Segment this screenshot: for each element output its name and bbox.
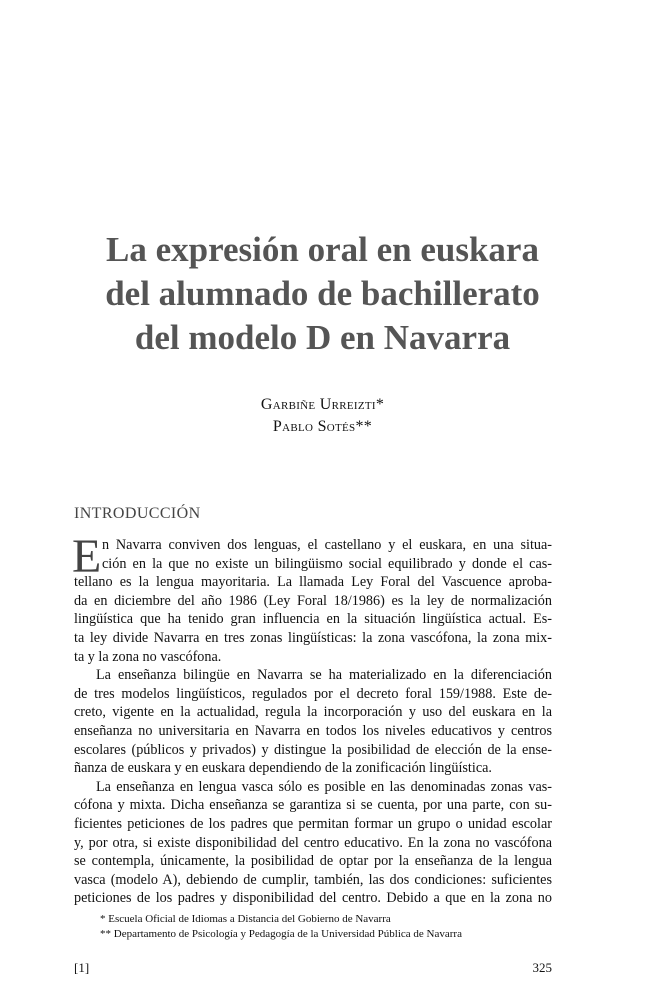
- text-line: de tres modelos lingüísticos, regulados por el decreto foral 159/1988. Este de-: [74, 685, 552, 702]
- text-line: ta y la zona no vascófona.: [74, 648, 222, 665]
- title-line: La expresión oral en euskara: [106, 230, 539, 269]
- text-line: se contempla, únicamente, la posibilidad de optar por la enseñanza de la lengua: [74, 853, 552, 870]
- footnotes: [100, 912, 462, 942]
- text-line: La enseñanza en lengua vasca sólo es posible en las denominadas zonas vas-: [96, 778, 552, 795]
- folio-marker: [1]: [74, 960, 90, 975]
- text-line: n Navarra conviven dos lenguas, el castellano y el euskara, en una situa-: [102, 537, 552, 553]
- text-line: escolares (públicos y privados) y distingue la posibilidad de elección de la ense-: [74, 741, 552, 758]
- text-line: creto, vigente en la actualidad, regula la incorporación y uso del euskara en la: [74, 704, 552, 721]
- section-heading: INTRODUCCIÓN: [74, 505, 201, 522]
- text-line: peticiones de los padres y disponibilidad del centro. Debido a que en la zona no: [74, 890, 552, 907]
- text-line: cófona y mixta. Dicha enseñanza se garantiza si se cuenta, por una parte, con su-: [74, 797, 552, 814]
- text-line: ñanza de euskara y en euskara dependiendo de la zonificación lingüística.: [74, 760, 492, 777]
- text-line: ta ley divide Navarra en tres zonas lingüísticas: la zona vascófona, la zona mix-: [74, 629, 552, 646]
- author-name: Pablo Sotés**: [272, 418, 373, 435]
- footnote: ** Departamento de Psicología y Pedagogía de la Universidad Pública de Navarra: [100, 928, 462, 940]
- text-line: ficientes peticiones de los padres que permitan formar un grupo o unidad escolar: [74, 815, 552, 832]
- text-line: La enseñanza bilingüe en Navarra se ha materializado en la diferenciación: [96, 667, 552, 684]
- footnote: * Escuela Oficial de Idiomas a Distancia del Gobierno de Navarra: [100, 913, 391, 925]
- text-line: ción en la que no existe un bilingüismo social equilibrado y donde el cas-: [102, 555, 552, 572]
- drop-cap: E: [72, 530, 102, 583]
- author-name: Garbiñe Urreizti*: [260, 396, 385, 413]
- body-text: [72, 530, 552, 908]
- title-line: del alumnado de bachillerato: [105, 274, 540, 313]
- text-line: y, por otra, si existe disponibilidad del centro educativo. En la zona no vascófona: [74, 834, 552, 851]
- page-number: 325: [532, 960, 552, 975]
- text-line: da en diciembre del año 1986 (Ley Foral 18/1986) es la ley de normalización: [74, 592, 552, 609]
- text-line: enseñanza no universitaria en Navarra en todos los niveles educativos y centros: [74, 722, 552, 739]
- text-line: lingüística que ha tenido gran influencia en la situación lingüística actual. Es-: [74, 611, 552, 628]
- author-list: [0, 394, 645, 438]
- article-title: [40, 228, 605, 360]
- title-line: del modelo D en Navarra: [134, 318, 511, 357]
- text-line: vasca (modelo A), debiendo de cumplir, también, las dos condiciones: suficientes: [74, 871, 552, 888]
- text-line: tellano es la lengua mayoritaria. La llamada Ley Foral del Vascuence aproba-: [74, 574, 552, 591]
